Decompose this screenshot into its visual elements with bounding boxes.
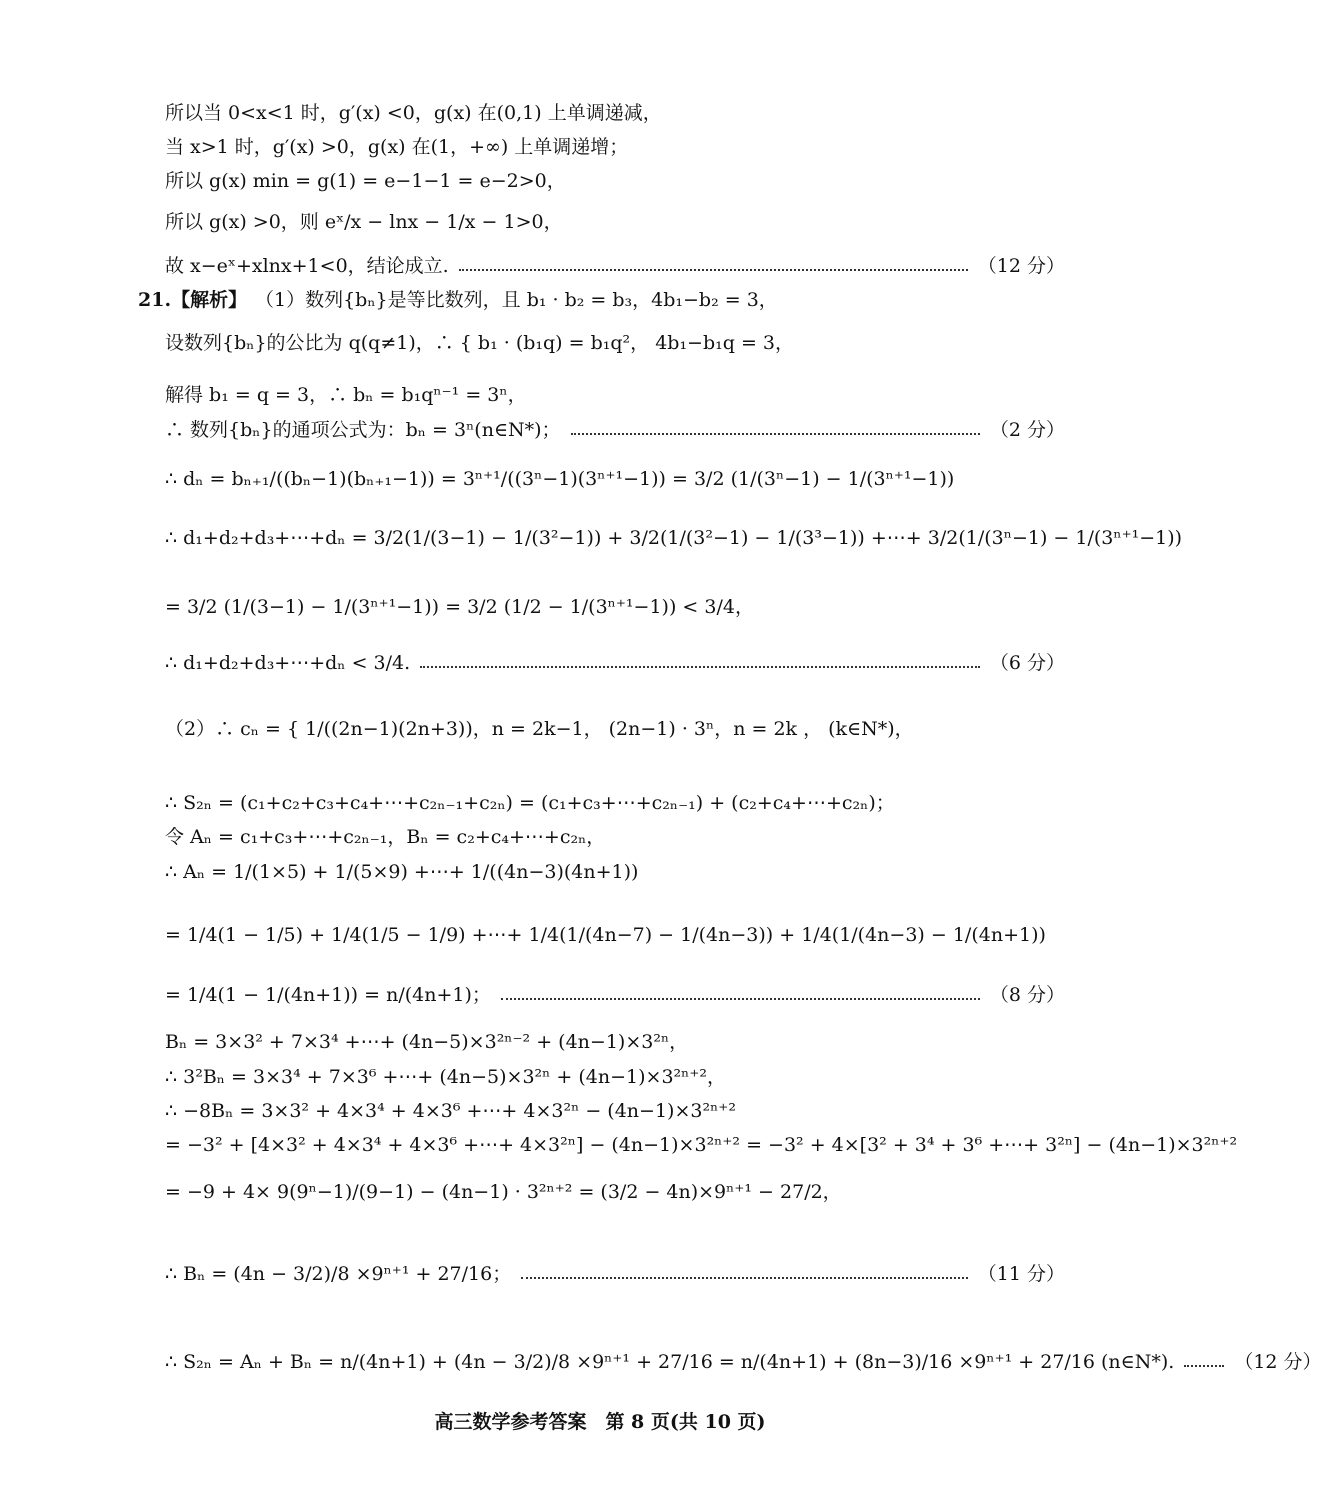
q21-line-15 <box>165 1025 1065 1059</box>
q21-line-text: = 1/4(1 − 1/5) + 1/4(1/5 − 1/9) +⋯+ 1/4(1/(4n−7) − 1/(4n−3)) + 1/4(1/(4n−3) − 1/(4n+1)) <box>165 924 1046 946</box>
q21-line-text: ∴ −8Bₙ = 3×3² + 4×3⁴ + 4×3⁶ +⋯+ 4×3²ⁿ − (4n−1)×3²ⁿ⁺² <box>165 1100 736 1122</box>
q21-line-18 <box>165 1128 1238 1162</box>
q21-line-text: （1）数列{bₙ}是等比数列，且 b₁ · b₂ = b₃，4b₁−b₂ = 3， <box>255 289 778 311</box>
leader-dots <box>521 1277 968 1279</box>
q21-line-text: ∴ 3²Bₙ = 3×3⁴ + 7×3⁶ +⋯+ (4n−5)×3²ⁿ + (4n−1)×3²ⁿ⁺²， <box>165 1066 727 1088</box>
q21-line-text: （2）∴ cₙ = { 1/((2n−1)(2n+3))，n = 2k−1， (2n−1) · 3ⁿ，n = 2k ， (k∈N*)， <box>165 718 914 740</box>
q21-line-4 <box>165 413 1065 447</box>
prev-final-line <box>165 249 1065 283</box>
prev-line-2-text: 当 x>1 时，g′(x) >0，g(x) 在(1，+∞) 上单调递增； <box>165 136 629 158</box>
prev-line-4-text: 所以 g(x) >0，则 eˣ/x − lnx − 1/x − 1>0， <box>165 211 563 233</box>
q21-line-21 <box>165 1345 1322 1379</box>
prev-line-4 <box>165 205 1065 239</box>
score-label: （6 分） <box>989 652 1065 674</box>
q21-line-11 <box>165 820 1065 854</box>
q21-line-17 <box>165 1094 1065 1128</box>
leader-dots <box>1184 1365 1224 1367</box>
q21-line-12 <box>165 855 1065 889</box>
prev-line-2 <box>165 130 1065 164</box>
q21-line-text: ∴ Aₙ = 1/(1×5) + 1/(5×9) +⋯+ 1/((4n−3)(4n+1)) <box>165 861 639 883</box>
q21-line-14 <box>165 978 1065 1012</box>
leader-dots <box>571 433 980 435</box>
prev-line-3-text: 所以 g(x) min = g(1) = e−1−1 = e−2>0， <box>165 170 566 192</box>
prev-line-3 <box>165 164 1065 198</box>
prev-line-1 <box>165 96 1065 130</box>
question-21-header <box>138 283 247 317</box>
question-number: 21. <box>138 289 172 311</box>
leader-dots <box>420 666 980 668</box>
q21-line-text: 设数列{bₙ}的公比为 q(q≠1)，∴ { b₁ · (b₁q) = b₁q²， 4b₁−b₁q = 3， <box>165 332 795 354</box>
prev-line-1-text: 所以当 0<x<1 时，g′(x) <0，g(x) 在(0,1) 上单调递减， <box>165 102 662 124</box>
score-label: （8 分） <box>989 984 1065 1006</box>
q21-line-19 <box>165 1175 1065 1209</box>
q21-line-text: = −3² + [4×3² + 4×3⁴ + 4×3⁶ +⋯+ 4×3²ⁿ] − (4n−1)×3²ⁿ⁺² = −3² + 4×[3² + 3⁴ + 3⁶ +⋯+ 3²ⁿ] − (4n−1)×3²ⁿ⁺² <box>165 1134 1238 1156</box>
q21-line-8 <box>165 646 1065 680</box>
score-label: （12 分） <box>977 255 1065 277</box>
q21-line-text: 解得 b₁ = q = 3，∴ bₙ = b₁qⁿ⁻¹ = 3ⁿ， <box>165 384 527 406</box>
q21-line-10 <box>165 786 1065 820</box>
q21-line-text: ∴ 数列{bₙ}的通项公式为：bₙ = 3ⁿ(n∈N*)； <box>165 419 561 441</box>
q21-line-text: ∴ d₁+d₂+d₃+⋯+dₙ < 3/4. <box>165 652 411 674</box>
q21-line-text: = 1/4(1 − 1/(4n+1)) = n/(4n+1)； <box>165 984 491 1006</box>
q21-line-text: ∴ Bₙ = (4n − 3/2)/8 ×9ⁿ⁺¹ + 27/16； <box>165 1263 512 1285</box>
score-label: （12 分） <box>1234 1351 1322 1373</box>
leader-dots <box>459 269 968 271</box>
score-label: （2 分） <box>989 419 1065 441</box>
q21-line-7 <box>165 590 1065 624</box>
prev-final-text: 故 x−eˣ+xlnx+1<0，结论成立. <box>165 255 449 277</box>
page-footer: 高三数学参考答案 第 8 页(共 10 页) <box>434 1411 766 1433</box>
q21-line-6 <box>165 521 1183 555</box>
q21-line-3 <box>165 378 1065 412</box>
q21-line-5 <box>165 462 1065 496</box>
q21-line-text: ∴ S₂ₙ = Aₙ + Bₙ = n/(4n+1) + (4n − 3/2)/8 ×9ⁿ⁺¹ + 27/16 = n/(4n+1) + (8n−3)/16 ×9ⁿ⁺¹ + 27/16 (n∈N*). <box>165 1351 1175 1373</box>
score-label: （11 分） <box>977 1263 1065 1285</box>
q21-line-text: ∴ d₁+d₂+d₃+⋯+dₙ = 3/2(1/(3−1) − 1/(3²−1)) + 3/2(1/(3²−1) − 1/(3³−1)) +⋯+ 3/2(1/(3ⁿ−1) − 1/(3ⁿ⁺¹−1)) <box>165 527 1183 549</box>
q21-line-text: ∴ dₙ = bₙ₊₁/((bₙ−1)(bₙ₊₁−1)) = 3ⁿ⁺¹/((3ⁿ−1)(3ⁿ⁺¹−1)) = 3/2 (1/(3ⁿ−1) − 1/(3ⁿ⁺¹−1)) <box>165 468 955 490</box>
q21-line-text: = −9 + 4× 9(9ⁿ−1)/(9−1) − (4n−1) · 3²ⁿ⁺² = (3/2 − 4n)×9ⁿ⁺¹ − 27/2， <box>165 1181 842 1203</box>
q21-line-text: Bₙ = 3×3² + 7×3⁴ +⋯+ (4n−5)×3²ⁿ⁻² + (4n−1)×3²ⁿ， <box>165 1031 689 1053</box>
analysis-tag: 【解析】 <box>171 289 248 311</box>
q21-line-2 <box>165 326 1065 360</box>
q21-line-20 <box>165 1257 1065 1291</box>
q21-line-text: 令 Aₙ = c₁+c₃+⋯+c₂ₙ₋₁，Bₙ = c₂+c₄+⋯+c₂ₙ， <box>165 826 606 848</box>
q21-line-text: = 3/2 (1/(3−1) − 1/(3ⁿ⁺¹−1)) = 3/2 (1/2 − 1/(3ⁿ⁺¹−1)) < 3/4， <box>165 596 754 618</box>
q21-line-16 <box>165 1060 1065 1094</box>
q21-line-13 <box>165 918 1065 952</box>
q21-line-9 <box>165 712 1065 746</box>
leader-dots <box>501 998 980 1000</box>
q21-line-text: ∴ S₂ₙ = (c₁+c₂+c₃+c₄+⋯+c₂ₙ₋₁+c₂ₙ) = (c₁+c₃+⋯+c₂ₙ₋₁) + (c₂+c₄+⋯+c₂ₙ)； <box>165 792 895 814</box>
q21-line-1 <box>255 283 1065 317</box>
